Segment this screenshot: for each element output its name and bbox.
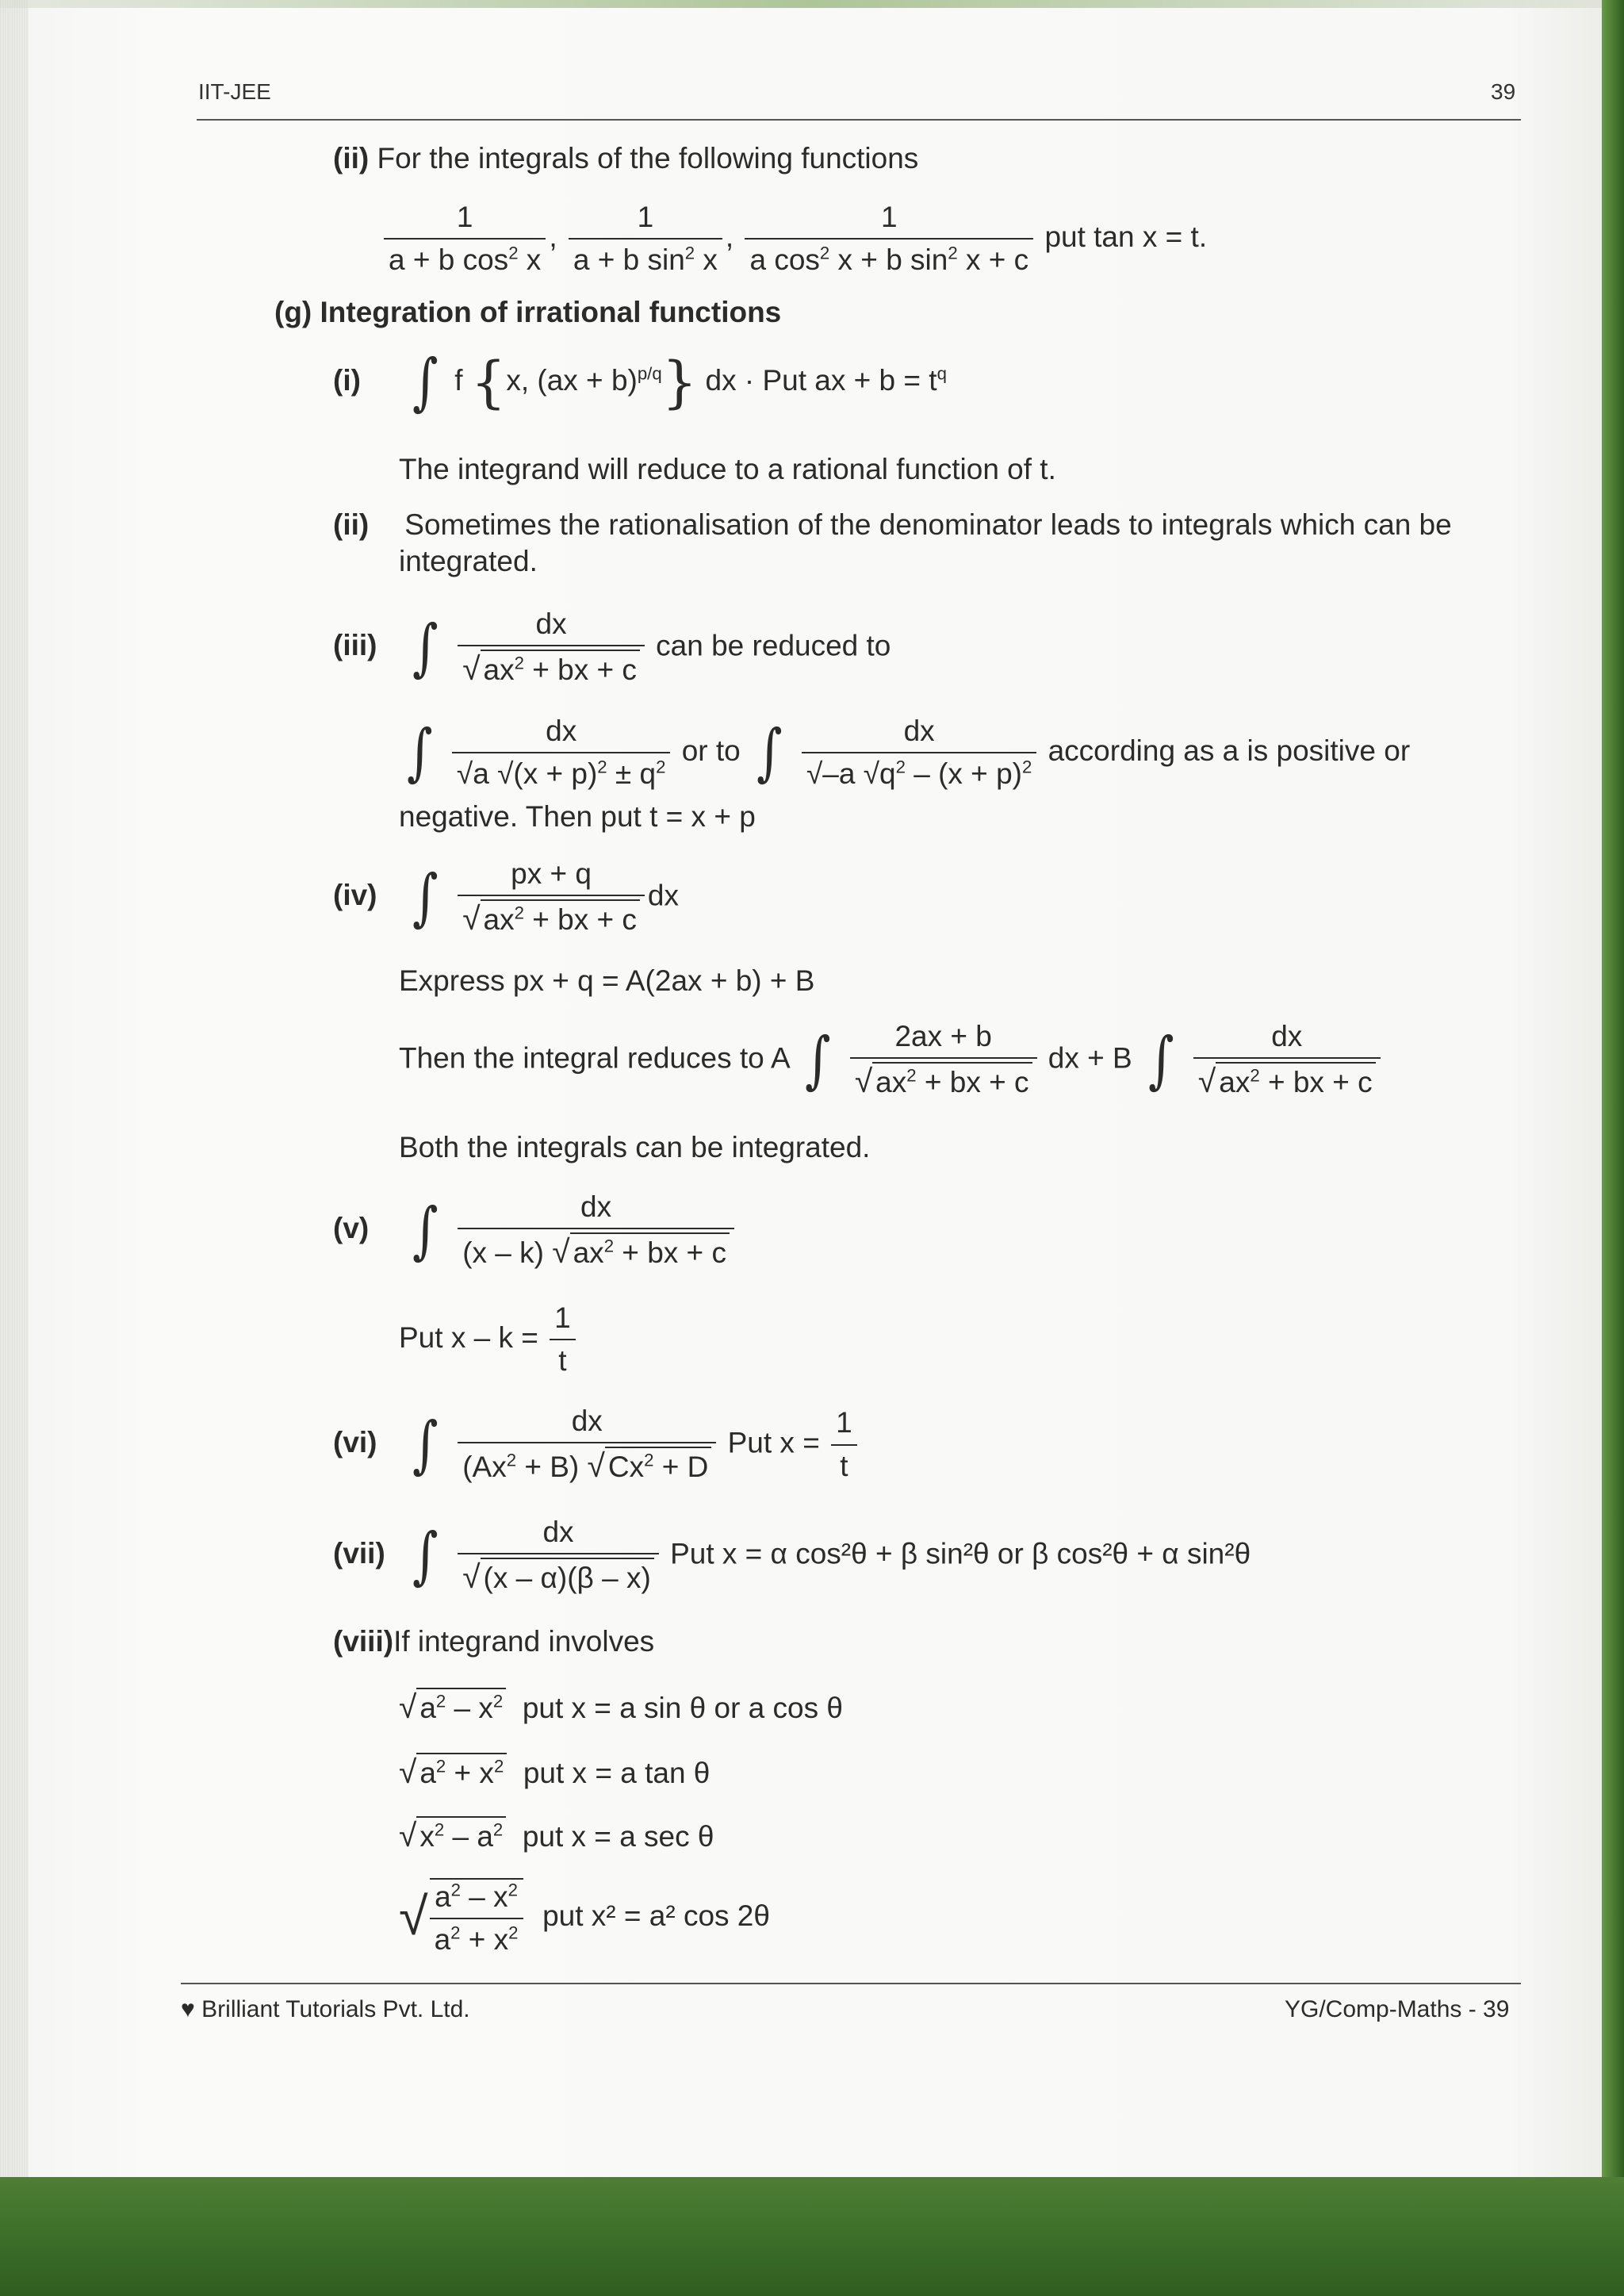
fraction: $\frac{dx}{√ (x - \alpha)(\beta - x)}$ — [458, 1515, 659, 1596]
header-rule — [197, 119, 1521, 121]
item-g-vii — [333, 1515, 1251, 1596]
text-according: according as a is positive or — [1048, 734, 1411, 768]
fraction: $\frac{1}{a \cos^2 x + b \sin^2 x + c}$ — [745, 200, 1033, 278]
integral-sign: ∫ — [412, 1409, 439, 1481]
fraction: $\frac{px + q}{√ ax^2 + bx + c}$ — [458, 857, 645, 938]
brace: { — [470, 350, 507, 415]
formula-f-ii: $\frac{1}{a + b \cos^2 x}$ , $\frac{1}{a + b \sin^2 x}$ , $\frac{1}{a \cos^2 x + b \sin^2 x + c}$ put tan x = t. — [381, 200, 1207, 278]
fraction: $\frac{1}{a + b \cos^2 x}$ — [384, 200, 546, 278]
viii-case-3: √ $x^2 - a^2$ put x = a sec θ — [399, 1817, 714, 1853]
label-g-v: (v) — [333, 1212, 370, 1245]
put-g-i: dx · Put ax + b = t — [705, 363, 937, 397]
fraction: $\frac{dx}{√ ax^2 + bx + c}$ — [458, 607, 645, 688]
fraction: $\frac{dx}{(Ax^2 + B) √ Cx^2 + D}$ — [458, 1404, 716, 1485]
formula-g-iv-then: Then the integral reduces to A ∫ $\frac{2ax + b}{√ ax^2 + bx + c}$ dx + B ∫ $\frac{dx}{√ ax^2 + bx + c}$ — [399, 1019, 1384, 1101]
viii-case-1: √ $a^2 - x^2$ put x = a sin θ or a cos θ — [399, 1688, 843, 1725]
fraction: $\frac{dx}{√ ax^2 + bx + c}$ — [1193, 1019, 1381, 1101]
label-g-vii: (vii) — [333, 1537, 385, 1570]
footer-right: YG/Comp-Maths - 39 — [1285, 1996, 1510, 2022]
label-g-iii: (iii) — [333, 629, 377, 662]
text-g-ii-1: Sometimes the rationalisation of the denominator leads to integrals which can be — [404, 508, 1452, 541]
item-g-i: (i) ∫ f {x, (ax + b)$^{p/q}$} dx · Put ax + $b = t^q$ — [333, 347, 947, 418]
integral-sign: ∫ — [407, 717, 433, 789]
page-number: 39 — [1491, 79, 1516, 104]
section-g-heading — [274, 295, 781, 330]
fraction: $\frac{a^2 - x^2}{a^2 + x^2}$ — [430, 1878, 523, 1958]
label-g-i: (i) — [333, 363, 361, 397]
viii-put-4: put x² = a² cos 2θ — [542, 1899, 770, 1933]
fraction: $\frac{1}{a + b \sin^2 x}$ — [569, 200, 722, 278]
footer-left: ♥ Brilliant Tutorials Pvt. Ltd. — [181, 1996, 470, 2022]
viii-put-2: put x = a tan θ — [523, 1757, 710, 1789]
item-g-ii — [333, 508, 1452, 542]
item-g-iii — [333, 607, 891, 688]
text-g-viii: If integrand involves — [393, 1625, 655, 1658]
item-f-ii — [333, 141, 918, 176]
integral-sign: ∫ — [412, 611, 439, 684]
item-g-vi — [333, 1404, 860, 1485]
text-g-vi-put: Put x = — [727, 1426, 820, 1459]
label-g-ii: (ii) — [333, 508, 370, 541]
formula-g-v-put — [399, 1301, 579, 1379]
text-or: or to — [681, 734, 741, 768]
viii-case-4: √ $\frac{a^2 - x^2}{a^2 + x^2}$ put x² = a² cos 2θ — [399, 1878, 770, 1958]
item-g-iv: (iv) ∫ $\frac{px + q}{√ ax^2 + bx + c}$ dx — [333, 857, 679, 937]
formula-g-iii — [399, 714, 1410, 792]
page-edges — [0, 0, 29, 2177]
fraction: $\frac{2ax + b}{√ ax^2 + bx + c}$ — [850, 1019, 1037, 1101]
label-g-viii: (viii) — [333, 1625, 394, 1658]
header-left: IIT-JEE — [198, 79, 271, 104]
item-g-v — [333, 1190, 737, 1271]
viii-case-2: √ $a^2 + x^2$ put x = a tan θ — [399, 1754, 710, 1790]
background-right — [1602, 0, 1624, 2296]
text-g-vii-put: Put x = α cos²θ + β sin²θ or β cos²θ + α sin²θ — [670, 1537, 1251, 1570]
section-g-label: (g) — [274, 296, 312, 328]
brace: } — [661, 350, 698, 415]
fraction: $\frac{1}{t}$ — [550, 1301, 576, 1379]
text-f-ii: For the integrals of the following functions — [377, 142, 919, 174]
text-g-iii: can be reduced to — [656, 629, 891, 662]
label-g-iv: (iv) — [333, 879, 377, 912]
integral-sign: ∫ — [412, 861, 439, 933]
label-f-ii: (ii) — [333, 142, 370, 174]
top-strip — [0, 0, 1624, 8]
text-g-ii-2: integrated. — [399, 545, 538, 577]
integral-sign: ∫ — [412, 1194, 439, 1267]
integral-sign: ∫ — [1148, 1024, 1174, 1096]
note-g-i: The integrand will reduce to a rational function of t. — [399, 453, 1056, 485]
label-g-vi: (vi) — [333, 1426, 377, 1459]
background-bottom — [0, 2177, 1624, 2296]
fraction: $\frac{dx}{√-a √q^2 - (x + p)^2}$ — [802, 714, 1036, 792]
put-text: put tan x = t. — [1044, 220, 1208, 254]
fraction: $\frac{1}{t}$ — [831, 1405, 857, 1484]
text-g-iii-2: negative. Then put t = x + p — [399, 800, 756, 833]
text-g-v-put: Put x – k = — [399, 1321, 538, 1355]
fraction: $\frac{dx}{(x - k) √ ax^2 + bx + c}$ — [458, 1190, 734, 1271]
text-g-iv-then: Then the integral reduces to A — [399, 1041, 789, 1075]
integral-sign: ∫ — [412, 347, 439, 418]
fraction: $\frac{dx}{√a √(x + p)^2 \pm q^2}$ — [452, 714, 671, 792]
viii-put-3: put x = a sec θ — [522, 1820, 714, 1853]
text-g-iv-express: Express px + q = A(2ax + b) + B — [399, 964, 815, 997]
integral-sign: ∫ — [804, 1024, 831, 1096]
footer-rule — [181, 1983, 1521, 1984]
text-g-iv-both: Both the integrals can be integrated. — [399, 1131, 871, 1163]
section-g-title: Integration of irrational functions — [320, 296, 782, 328]
viii-put-1: put x = a sin θ or a cos θ — [522, 1692, 843, 1724]
item-g-viii — [333, 1624, 654, 1659]
integral-sign: ∫ — [756, 717, 783, 789]
integral-sign: ∫ — [412, 1520, 439, 1592]
